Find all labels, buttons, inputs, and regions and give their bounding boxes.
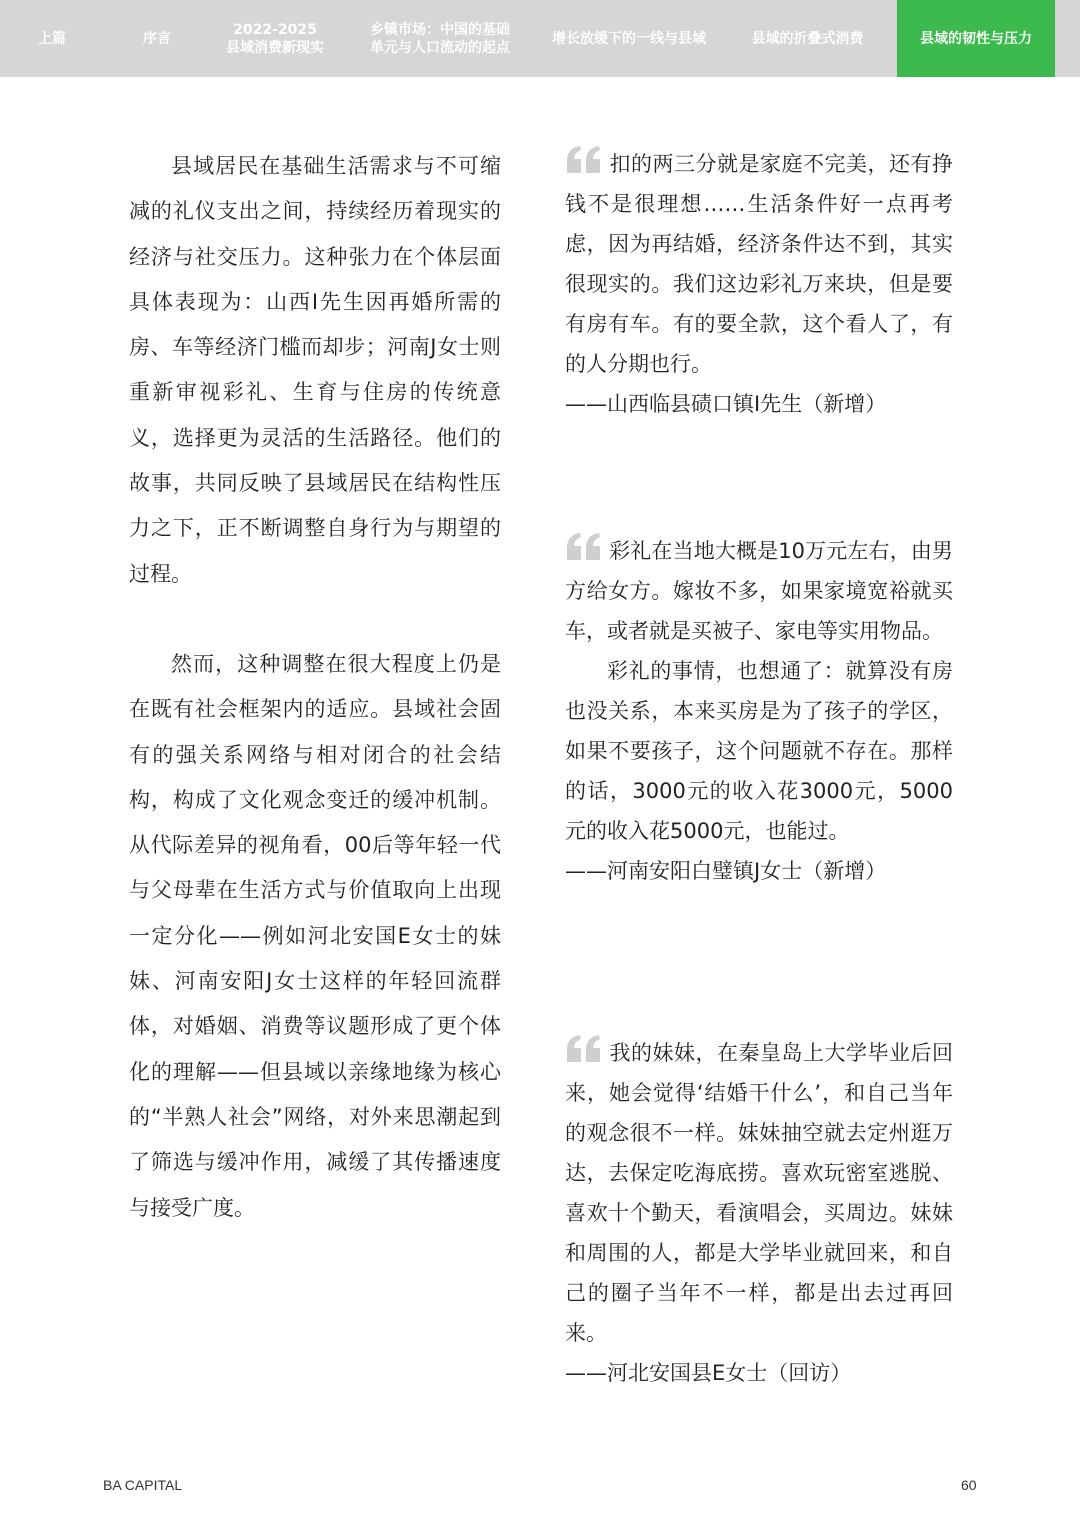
quote-text: 彩礼的事情，也想通了：就算没有房也没关系，本来买房是为了孩子的学区，如果不要孩子，这个问题就不存在。那样的话，3000元的收入花3000元，5000元的收入花5000元，也能过。 (565, 659, 953, 843)
quote-attribution: ——河北安国县E女士（回访） (565, 1361, 852, 1385)
page-number: 60 (961, 1477, 977, 1493)
quote-text: 彩礼在当地大概是10万元左右，由男方给女方。嫁妆不多，如果家境宽裕就买车，或者就是买被子、家电等实用物品。 (565, 539, 953, 643)
body-paragraph: 然而，这种调整在很大程度上仍是在既有社会框架内的适应。县域社会固有的强关系网络与相对闭合的社会结构，构成了文化观念变迁的缓冲机制。从代际差异的视角看，00后等年轻一代与父母辈在生活方式与价值取向上出现一定分化——例如河北安国E女士的妹妹、河南安阳J女士这样的年轻回流群体，对婚姻、消费等议题形成了更个体化的理解——但县域以亲缘地缘为核心的“半熟人社会”网络，对外来思潮起到了筛选与缓冲作用，减缓了其传播速度与接受广度。 (129, 651, 501, 1220)
interview-quote (565, 1033, 953, 1393)
body-paragraph: 县域居民在基础生活需求与不可缩减的礼仪支出之间，持续经历着现实的经济与社交压力。这种张力在个体层面具体表现为：山西I先生因再婚所需的房、车等经济门槛而却步；河南J女士则重新审视彩礼、生育与住房的传统意义，选择更为灵活的生活路径。他们的故事，共同反映了县域居民在结构性压力之下，正不断调整自身行为与期望的过程。 (129, 154, 501, 586)
quote-mark-icon (565, 532, 605, 562)
quote-attribution: ——河南安阳白璧镇J女士（新增） (565, 859, 887, 883)
nav-item-county-consumption-reality[interactable] (210, 0, 340, 77)
interview-quote (565, 144, 953, 424)
nav-item-growth-slowdown[interactable] (540, 0, 718, 77)
nav-item-label: 县域的折叠式消费 (751, 30, 864, 47)
quote-text: 我的妹妹，在秦皇岛上大学毕业后回来，她会觉得‘结婚干什么’，和自己当年的观念很不一样。妹妹抽空就去定州逛万达，去保定吃海底捞。喜欢玩密室逃脱、喜欢十个勤天，看演唱会，买周边。妹妹和周围的人，都是大学毕业就回来，和自己的圈子当年不一样，都是出去过再回来。 (565, 1041, 953, 1345)
nav-item-label-line1: 乡镇市场：中国的基础 (370, 21, 510, 38)
interview-quote (565, 531, 953, 891)
quote-text: 扣的两三分就是家庭不完美，还有挣钱不是很理想……生活条件好一点再考虑，因为再结婚，经济条件达不到，其实很现实的。我们这边彩礼万来块，但是要有房有车。有的要全款，这个看人了，有的人分期也行。 (565, 152, 953, 376)
footer-brand: BA CAPITAL (103, 1477, 183, 1493)
quote-mark-icon (565, 1034, 605, 1064)
nav-item-part-one[interactable] (0, 0, 104, 77)
top-navigation-bar (0, 0, 1080, 77)
nav-item-label-line1: 2022-2025 (233, 21, 317, 38)
nav-item-township-market[interactable] (340, 0, 540, 77)
nav-item-label: 上篇 (38, 30, 66, 47)
quote-attribution: ——山西临县碛口镇I先生（新增） (565, 392, 887, 416)
nav-item-label-line2: 县域消费新现实 (226, 39, 324, 56)
nav-item-preface[interactable] (104, 0, 210, 77)
nav-item-label: 增长放缓下的一线与县域 (552, 30, 706, 47)
nav-item-label: 序言 (143, 30, 171, 47)
nav-item-resilience-pressure[interactable] (897, 0, 1055, 77)
quote-mark-icon (565, 145, 605, 175)
nav-item-label-line2: 单元与人口流动的起点 (370, 39, 510, 56)
body-text-column (129, 144, 501, 1231)
nav-item-label: 县域的韧性与压力 (920, 30, 1032, 47)
nav-item-folded-consumption[interactable] (718, 0, 897, 77)
